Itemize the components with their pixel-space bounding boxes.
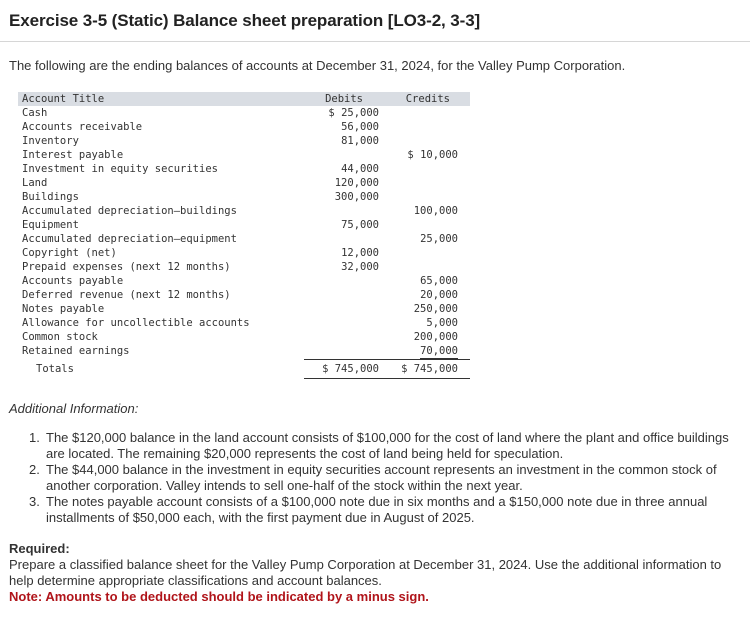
row-account: Prepaid expenses (next 12 months) <box>22 261 231 273</box>
required-section <box>9 541 739 605</box>
row-debit: 120,000 <box>334 177 379 189</box>
list-item <box>29 462 741 494</box>
row-credit: 200,000 <box>413 331 458 343</box>
row-account: Deferred revenue (next 12 months) <box>22 289 231 301</box>
row-account: Inventory <box>22 135 79 147</box>
row-credit: 25,000 <box>420 233 458 245</box>
table-row <box>18 344 470 358</box>
list-text: The $44,000 balance in the investment in equity securities account represents an investment in the common stock of another corporation. Valley intends to sell one-half of the stock within the next year. <box>46 462 717 493</box>
header-credits: Credits <box>405 93 450 105</box>
table-row <box>18 190 470 204</box>
intro-text: The following are the ending balances of accounts at December 31, 2024, for the Valley Pump Corporation. <box>9 58 626 73</box>
row-credit: 100,000 <box>413 205 458 217</box>
row-debit: 12,000 <box>341 247 379 259</box>
additional-info-list <box>29 430 741 526</box>
table-row <box>18 316 470 330</box>
table-row <box>18 134 470 148</box>
required-note: Note: Amounts to be deducted should be indicated by a minus sign. <box>9 589 429 604</box>
list-number: 3. <box>29 494 40 509</box>
row-debit: 75,000 <box>341 219 379 231</box>
row-account: Investment in equity securities <box>22 163 218 175</box>
table-row <box>18 330 470 344</box>
row-credit: 70,000 <box>420 345 458 357</box>
row-debit: 81,000 <box>341 135 379 147</box>
table-row <box>18 120 470 134</box>
table-row <box>18 204 470 218</box>
additional-info-label: Additional Information: <box>9 401 139 416</box>
table-row <box>18 218 470 232</box>
row-account: Equipment <box>22 219 79 231</box>
row-debit: $ 25,000 <box>328 107 379 119</box>
list-item <box>29 430 741 462</box>
table-row <box>18 246 470 260</box>
row-credit: 5,000 <box>426 317 458 329</box>
row-account: Cash <box>22 107 48 119</box>
row-debit: 56,000 <box>341 121 379 133</box>
row-account: Retained earnings <box>22 345 130 357</box>
row-account: Buildings <box>22 191 79 203</box>
totals-row <box>18 359 470 379</box>
required-text: Prepare a classified balance sheet for the Valley Pump Corporation at December 31, 2024. Use the additional information to help determine appropriate classifications and account balances. <box>9 557 722 588</box>
table-row <box>18 232 470 246</box>
row-credit: $ 10,000 <box>407 149 458 161</box>
list-number: 1. <box>29 430 40 445</box>
row-account: Common stock <box>22 331 98 343</box>
row-account: Interest payable <box>22 149 124 161</box>
table-header <box>18 92 470 106</box>
list-text: The notes payable account consists of a $100,000 note due in six months and a $150,000 note due in three annual installments of $50,000 each, with the first payment due in August of 2025. <box>46 494 708 525</box>
row-debit: 32,000 <box>341 261 379 273</box>
table-row <box>18 274 470 288</box>
row-credit: 20,000 <box>420 289 458 301</box>
totals-label: Totals <box>36 363 74 375</box>
exercise-title: Exercise 3-5 (Static) Balance sheet preparation [LO3-2, 3-3] <box>9 11 481 30</box>
row-account: Accounts payable <box>22 275 124 287</box>
list-item <box>29 494 741 526</box>
title-divider <box>0 41 750 42</box>
trial-balance-table <box>18 92 470 379</box>
table-row <box>18 260 470 274</box>
row-account: Accumulated depreciation—buildings <box>22 205 237 217</box>
table-row <box>18 106 470 120</box>
row-account: Allowance for uncollectible accounts <box>22 317 250 329</box>
row-account: Accounts receivable <box>22 121 143 133</box>
list-number: 2. <box>29 462 40 477</box>
row-account: Land <box>22 177 48 189</box>
totals-debit: $ 745,000 <box>322 363 379 375</box>
totals-credit: $ 745,000 <box>401 363 458 375</box>
row-credit: 65,000 <box>420 275 458 287</box>
table-row <box>18 176 470 190</box>
row-credit: 250,000 <box>413 303 458 315</box>
row-account: Notes payable <box>22 303 105 315</box>
list-text: The $120,000 balance in the land account consists of $100,000 for the cost of land where the plant and office buildings are located. The remaining $20,000 represents the cost of land being held for speculation. <box>46 430 729 461</box>
header-account-title: Account Title <box>22 93 105 105</box>
totals-bottom-rule <box>304 378 470 379</box>
table-row <box>18 148 470 162</box>
row-debit: 300,000 <box>334 191 379 203</box>
header-debits: Debits <box>325 93 363 105</box>
row-account: Copyright (net) <box>22 247 117 259</box>
row-debit: 44,000 <box>341 163 379 175</box>
table-row <box>18 302 470 316</box>
table-row <box>18 288 470 302</box>
table-body <box>18 106 470 358</box>
row-account: Accumulated depreciation—equipment <box>22 233 237 245</box>
required-label: Required: <box>9 541 70 556</box>
table-row <box>18 162 470 176</box>
